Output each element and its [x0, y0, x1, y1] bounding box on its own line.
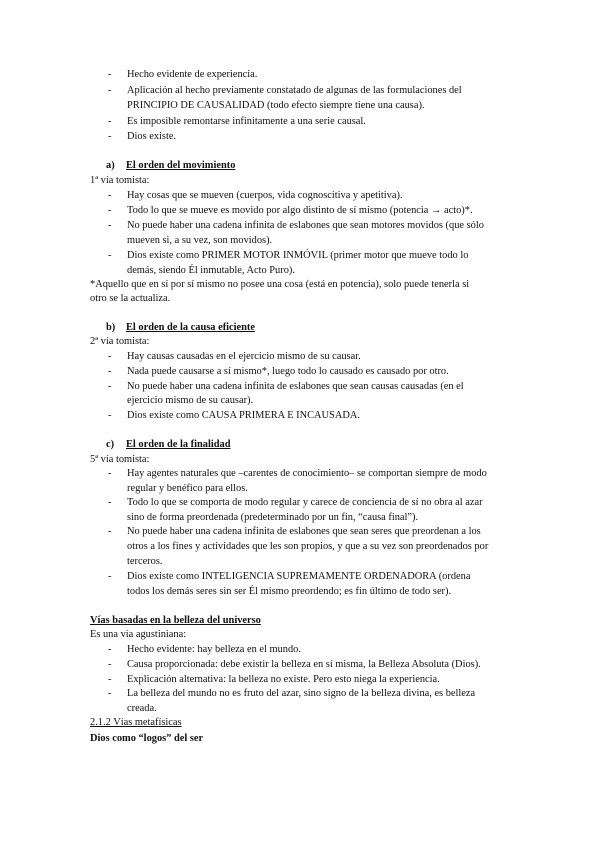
- list-item: Dios existe como INTELIGENCIA SUPREMAMENTE ORDENADORA (ordena: [127, 571, 471, 582]
- list-item: todos los demás seres sin ser Él mismo preordendo; es fin último de todo ser).: [127, 586, 452, 597]
- footnote: otro se la actualiza.: [90, 293, 171, 304]
- list-item: Explicación alternativa: la belleza no existe. Pero esto niega la experiencia.: [127, 674, 440, 685]
- list-item: Aplicación al hecho previamente constatado de algunas de las formulaciones del: [127, 85, 462, 96]
- bullet: -: [108, 497, 112, 508]
- list-item: No puede haber una cadena infinita de eslabones que sean motores movidos (que sólo: [127, 220, 484, 231]
- list-item: Hay agentes naturales que –carentes de conocimiento– se comportan siempre de modo: [127, 468, 487, 479]
- beauty-subtitle: Es una vía agustiniana:: [90, 629, 187, 640]
- section-a-letter: a): [106, 160, 115, 171]
- beauty-heading: Vías basadas en la belleza del universo: [90, 615, 261, 626]
- section-a-heading: El orden del movimiento: [126, 160, 236, 171]
- bullet: -: [108, 250, 112, 261]
- bullet: -: [108, 131, 112, 142]
- list-item: Nada puede causarse a sí mismo*, luego todo lo causado es causado por otro.: [127, 366, 449, 377]
- list-item: Dios existe.: [127, 131, 177, 142]
- bullet: -: [108, 468, 112, 479]
- list-item: Todo lo que se comporta de modo regular y carece de conciencia de sí no obra al azar: [127, 497, 483, 508]
- bullet: -: [108, 351, 112, 362]
- bullet: -: [108, 85, 112, 96]
- list-item: regular y benéfico para ellos.: [127, 483, 248, 494]
- list-item: PRINCIPIO DE CAUSALIDAD (todo efecto siempre tiene una causa).: [127, 100, 425, 111]
- list-item: Es imposible remontarse infinitamente a una serie causal.: [127, 116, 366, 127]
- bullet: -: [108, 526, 112, 537]
- list-item: demás, siendo Él inmutable, Acto Puro).: [127, 265, 295, 276]
- bullet: -: [108, 116, 112, 127]
- bullet: -: [108, 69, 112, 80]
- list-item: Hay causas causadas en el ejercicio mismo de su causar.: [127, 351, 361, 362]
- footnote: *Aquello que en sí por sí mismo no posee una cosa (está en potencia), solo puede tenerla si: [90, 279, 470, 290]
- list-item: ejercicio mismo de su causar).: [127, 395, 254, 406]
- bullet: -: [108, 381, 112, 392]
- bullet: -: [108, 205, 112, 216]
- list-item: sino de forma preordenada (predeterminado por un fin, “causa final”).: [127, 512, 419, 523]
- subsection-heading: 2.1.2 Vías metafísicas: [90, 717, 182, 728]
- bullet: -: [108, 644, 112, 655]
- bullet: -: [108, 659, 112, 670]
- list-item: otros a los fines y actividades que les son propios, y que a su vez son preordenados por: [127, 541, 489, 552]
- list-item: Hecho evidente de experiencia.: [127, 69, 258, 80]
- bullet: -: [108, 674, 112, 685]
- list-item: No puede haber una cadena infinita de eslabones que sean causas causadas (en el: [127, 381, 464, 392]
- section-b-letter: b): [106, 322, 116, 333]
- section-c-heading: El orden de la finalidad: [126, 439, 231, 450]
- list-item: creada.: [127, 703, 157, 714]
- list-item: terceros.: [127, 556, 163, 567]
- section-c-letter: c): [106, 439, 115, 450]
- list-item: Hay cosas que se mueven (cuerpos, vida cognoscitiva y apetitiva).: [127, 190, 403, 201]
- section-a-subtitle: 1ª vía tomista:: [90, 175, 150, 186]
- subsection-subheading: Dios como “logos” del ser: [90, 733, 204, 744]
- bullet: -: [108, 366, 112, 377]
- list-item: Hecho evidente: hay belleza en el mundo.: [127, 644, 301, 655]
- list-item: Todo lo que se mueve es movido por algo distinto de sí mismo (potencia → acto)*.: [127, 205, 473, 216]
- bullet: -: [108, 410, 112, 421]
- bullet: -: [108, 190, 112, 201]
- bullet: -: [108, 220, 112, 231]
- list-item: La belleza del mundo no es fruto del azar, sino signo de la belleza divina, es belleza: [127, 688, 476, 699]
- list-item: Dios existe como CAUSA PRIMERA E INCAUSADA.: [127, 410, 360, 421]
- list-item: No puede haber una cadena infinita de eslabones que sean seres que preordenan a los: [127, 526, 481, 537]
- list-item: Dios existe como PRIMER MOTOR INMÓVIL (primer motor que mueve todo lo: [127, 250, 469, 261]
- section-c-subtitle: 5ª vía tomista:: [90, 454, 150, 465]
- list-item: mueven si, a su vez, son movidos).: [127, 235, 273, 246]
- section-b-heading: El orden de la causa eficiente: [126, 322, 256, 333]
- bullet: -: [108, 688, 112, 699]
- bullet: -: [108, 571, 112, 582]
- section-b-subtitle: 2ª vía tomista:: [90, 336, 150, 347]
- list-item: Causa proporcionada: debe existir la belleza en sí misma, la Belleza Absoluta (Dios).: [127, 659, 481, 670]
